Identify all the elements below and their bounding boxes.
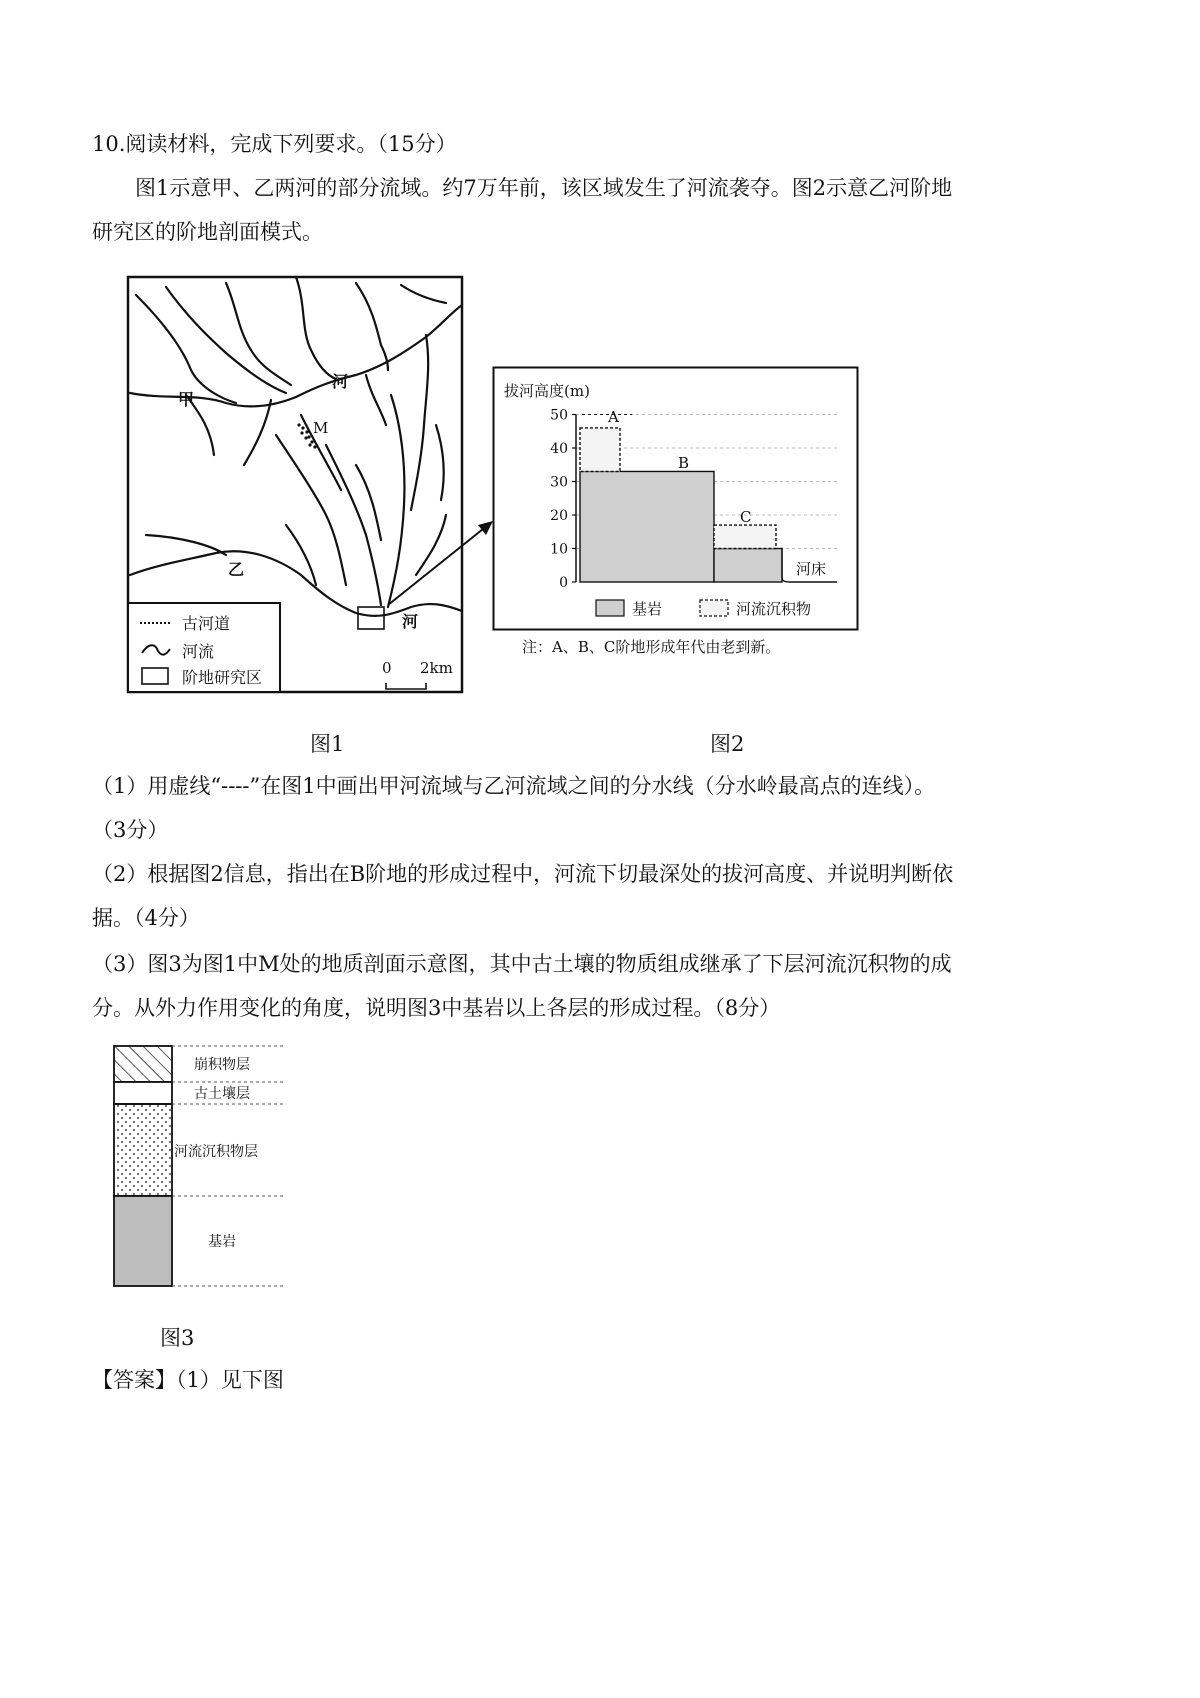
intro-line-1: 图1示意甲、乙两河的部分流域。约7万年前，该区域发生了河流袭夺。图2示意乙河阶地 (135, 176, 953, 200)
y-tick-label: 10 (550, 541, 568, 558)
q3-line-1: （3）图3为图1中M处的地质剖面示意图，其中古土壤的物质组成继承了下层河流沉积物的成 (92, 952, 952, 976)
layer-colluvium (114, 1046, 172, 1082)
label-river-he-char-1: 河 (332, 372, 349, 391)
label-terrace-c: C (740, 508, 752, 526)
y-tick-label: 40 (550, 441, 568, 457)
question-title: 10.阅读材料，完成下列要求。（15分） (92, 132, 457, 156)
legend-old-channel: 古河道 (182, 614, 231, 633)
label-bedrock: 基岩 (208, 1234, 236, 1250)
label-paleosol: 古土壤层 (194, 1086, 250, 1102)
label-river-he-char-2: 河 (402, 612, 419, 631)
label-point-m: M (313, 419, 329, 437)
q2-line-1: （2）根据图2信息，指出在B阶地的形成过程中，河流下切最深处的拔河高度、并说明判断依 (92, 862, 954, 886)
label-river-jia-char: 甲 (178, 390, 195, 409)
y-axis-label: 拔河高度(m) (504, 382, 590, 400)
bedrock-block-ab (580, 471, 714, 582)
label-terrace-a: A (608, 408, 619, 426)
bedrock-block-c (714, 549, 782, 583)
legend-study-area: 阶地研究区 (182, 668, 263, 687)
y-tick-label: 20 (550, 508, 568, 524)
figure-1-caption: 图1 (310, 732, 345, 756)
scale-zero: 0 (382, 659, 392, 677)
q1-line-1: （1）用虚线“----”在图1中画出甲河流域与乙河流域之间的分水线（分水岭最高点的连线）。 (92, 774, 936, 798)
sediment-terrace-a (580, 428, 620, 472)
figure-2-caption: 图2 (710, 732, 745, 756)
figure-2-note: 注：A、B、C阶地形成年代由老到新。 (522, 638, 781, 656)
map-legend (128, 603, 280, 692)
y-tick-label: 0 (559, 575, 568, 591)
label-river-sediment: 河流沉积物层 (174, 1144, 258, 1160)
label-colluvium: 崩积物层 (194, 1057, 250, 1073)
label-river-yi-char: 乙 (228, 560, 245, 579)
label-riverbed: 河床 (796, 560, 827, 578)
label-terrace-b: B (678, 454, 690, 472)
legend-river: 河流 (182, 642, 215, 661)
sediment-terrace-c (714, 525, 776, 548)
figure-1-map (126, 275, 466, 695)
intro-line-2: 研究区的阶地剖面模式。 (92, 220, 323, 244)
q3-line-2: 分。从外力作用变化的角度，说明图3中基岩以上各层的形成过程。（8分） (92, 996, 781, 1020)
answer-line: 【答案】（1）见下图 (92, 1368, 284, 1392)
figure-3-geologic-section (108, 1040, 298, 1300)
legend-bedrock: 基岩 (632, 600, 663, 618)
figure-3-caption: 图3 (160, 1326, 195, 1350)
layer-bedrock (114, 1196, 172, 1286)
y-tick-label: 30 (550, 474, 568, 491)
figure-2-terrace-profile (492, 366, 862, 660)
connector-arrow (380, 515, 500, 615)
y-tick-label: 50 (550, 407, 568, 424)
q1-line-2: （3分） (92, 818, 169, 842)
layer-river-sediment (114, 1104, 172, 1196)
scale-distance: 2km (420, 659, 453, 677)
legend-sediment: 河流沉积物 (736, 600, 812, 618)
layer-paleosol (114, 1082, 172, 1104)
q2-line-2: 据。（4分） (92, 906, 200, 930)
